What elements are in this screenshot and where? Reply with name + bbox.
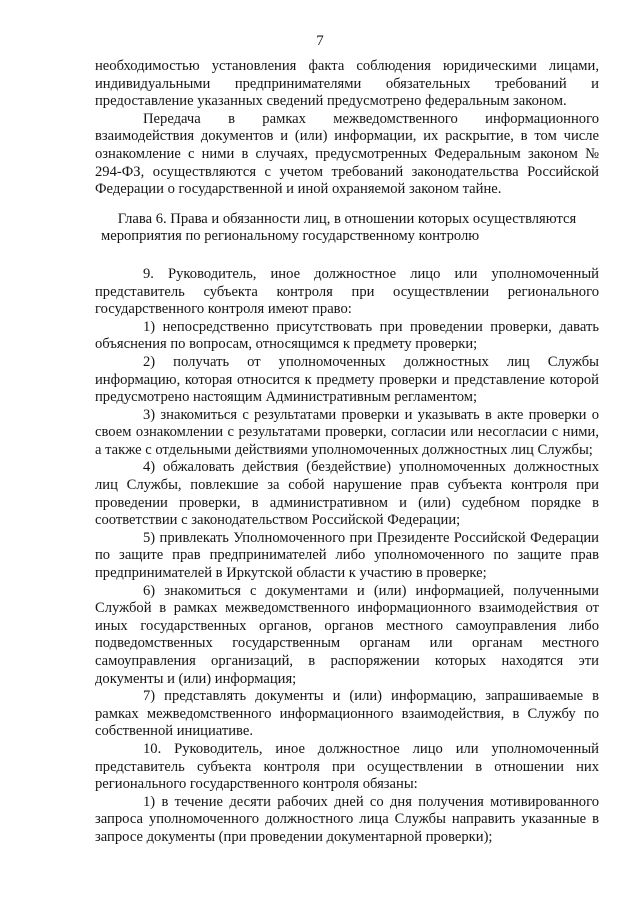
paragraph: 4) обжаловать действия (бездействие) уполномоченных должностных лиц Службы, повлекшие за собой нарушение прав субъекта контроля при проведении проверки, в административном и (или) судебном порядке в соответствии с законодательством Российской Федерации; — [95, 459, 599, 529]
paragraph: 6) знакомиться с документами и (или) информацией, полученными Службой в рамках межведомственного информационного взаимодействия от иных государственных органов, органов местного самоуправления либо подведомственных государственным органам или органам местного самоуправления организаций, в распоряжении которых находятся эти документы и (или) информация; — [95, 582, 599, 687]
page-number: 7 — [316, 33, 324, 49]
paragraph: 1) непосредственно присутствовать при проведении проверки, давать объяснения по вопросам, относящимся к предмету проверки; — [95, 318, 599, 353]
paragraph: 7) представлять документы и (или) информацию, запрашиваемые в рамках межведомственного информационного взаимодействия, в Службу по собственной инициативе. — [95, 688, 599, 740]
chapter-heading: Глава 6. Права и обязанности лиц, в отношении которых осуществляются мероприятия по региональному государственному контролю — [101, 210, 577, 245]
paragraph: Передача в рамках межведомственного информационного взаимодействия документов и (или) информации, их раскрытие, в том числе ознакомление с ними в случаях, предусмотренных Федеральным законом № 294-ФЗ, осуществляются с учетом требований законодательства Российской Федерации о государственной и иной охраняемой законом тайне. — [95, 110, 599, 198]
paragraph: 5) привлекать Уполномоченного при Президенте Российской Федерации по защите прав предпринимателей либо уполномоченного по защите прав предпринимателей в Иркутской области к участию в проверке; — [95, 529, 599, 582]
paragraph: 10. Руководитель, иное должностное лицо или уполномоченный представитель субъекта контроля при осуществлении в отношении них регионального государственного контроля обязаны: — [95, 740, 599, 793]
paragraph: 3) знакомиться с результатами проверки и указывать в акте проверки о своем ознакомлении с результатами проверки, согласии или несогласии с ними, а также с отдельными действиями уполномоченных должностных лиц Службы; — [95, 406, 599, 458]
paragraph: 2) получать от уполномоченных должностных лиц Службы информацию, которая относится к предмету проверки и представление которой предусмотрено настоящим Административным регламентом; — [95, 353, 599, 406]
paragraph: необходимостью установления факта соблюдения юридическими лицами, индивидуальными предпринимателями обязательных требований и предоставление указанных сведений предусмотрено федеральным законом. — [95, 58, 599, 110]
document-body — [95, 58, 599, 847]
paragraph: 1) в течение десяти рабочих дней со дня получения мотивированного запроса уполномоченного должностного лица Службы направить указанные в запросе документы (при проведении документарной проверки); — [95, 793, 599, 845]
paragraph: 9. Руководитель, иное должностное лицо или уполномоченный представитель субъекта контроля при осуществлении регионального государственного контроля имеют право: — [95, 265, 599, 318]
